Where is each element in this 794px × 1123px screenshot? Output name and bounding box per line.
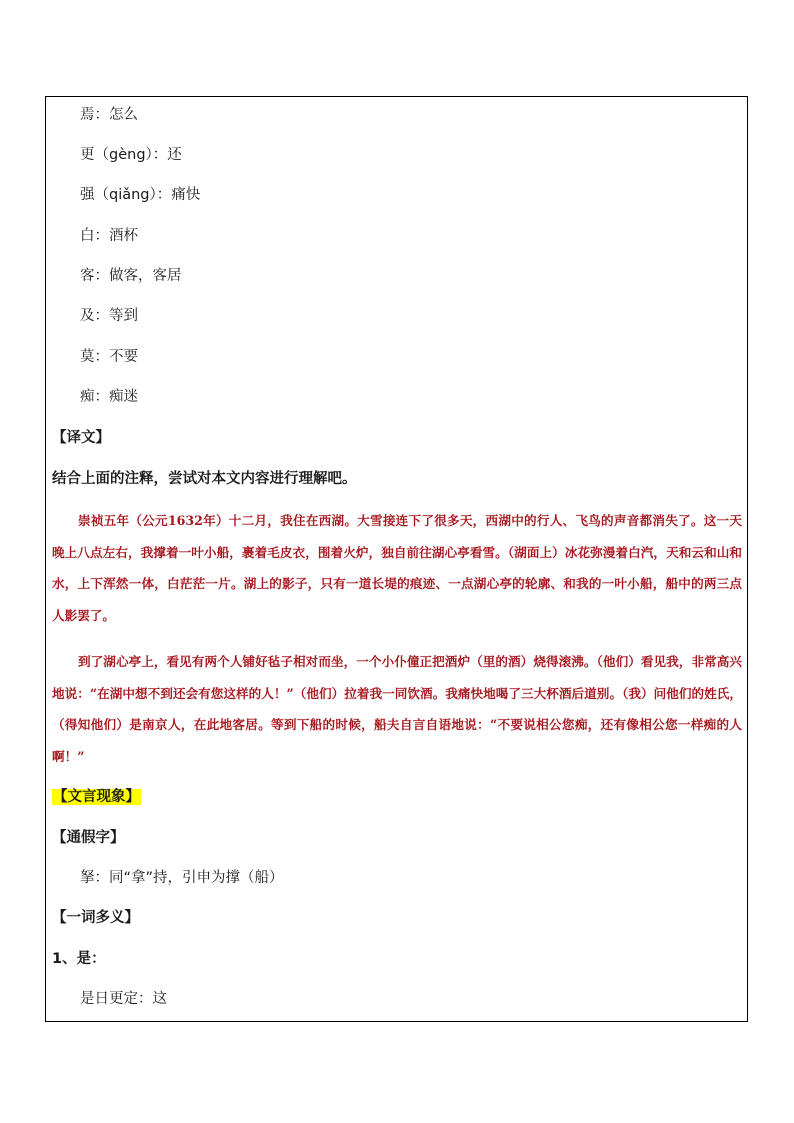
polysemy-heading: 【一词多义】: [52, 910, 139, 926]
phenomena-heading: [52, 787, 141, 807]
translation-paragraph-2: 到了湖心亭上，看见有两个人铺好毡子相对而坐，一个小仆僮正把酒炉（里的酒）烧得滚沸。（他们）看见我，非常高兴地说：“在湖中想不到还会有您这样的人！”（他们）拉着我一同饮酒。我痛快地喝了三大杯酒后道别。（我）问他们的姓氏，（得知他们）是南京人，在此地客居。等到下船的时候，船夫自言自语地说：“不要说相公您痴，还有像相公您一样痴的人啊！”: [52, 654, 742, 764]
glossary-entry-ke: 客：做客，客居: [80, 268, 182, 284]
translation-paragraph-1: 崇祯五年（公元1632年）十二月，我住在西湖。大雪接连下了很多天，西湖中的行人、飞鸟的声音都消失了。这一天晚上八点左右，我撑着一叶小船，裹着毛皮衣，围着火炉，独自前往湖心亭看雪。（湖面上）冰花弥漫着白汽，天和云和山和水，上下浑然一体，白茫茫一片。湖上的影子，只有一道长堤的痕迹、一点湖心亭的轮廓、和我的一叶小船，船中的两三点人影罢了。: [52, 513, 742, 623]
glossary-entry-chi: 痴：痴迷: [80, 389, 138, 405]
polysemy-example: 是日更定：这: [80, 991, 167, 1007]
polysemy-item-number: 1、是：: [52, 951, 106, 967]
glossary-entry-yan: 焉：怎么: [80, 107, 138, 123]
glossary-entry-qiang: 强（qiǎng）：痛快: [80, 187, 201, 203]
glossary-entry-ji: 及：等到: [80, 308, 138, 324]
document-frame: [45, 96, 748, 1022]
translation-heading: 【译文】: [52, 430, 110, 446]
glossary-entry-bai: 白：酒杯: [80, 228, 138, 244]
glossary-entry-mo: 莫：不要: [80, 349, 138, 365]
translation-prompt: 结合上面的注释，尝试对本文内容进行理解吧。: [52, 471, 357, 487]
tongjiazi-item: 拏：同“拿”持，引申为撑（船）: [80, 870, 284, 886]
tongjiazi-heading: 【通假字】: [52, 830, 125, 846]
glossary-entry-geng: 更（gèng）：还: [80, 147, 182, 163]
phenomena-heading-text: 【文言现象】: [53, 789, 140, 805]
